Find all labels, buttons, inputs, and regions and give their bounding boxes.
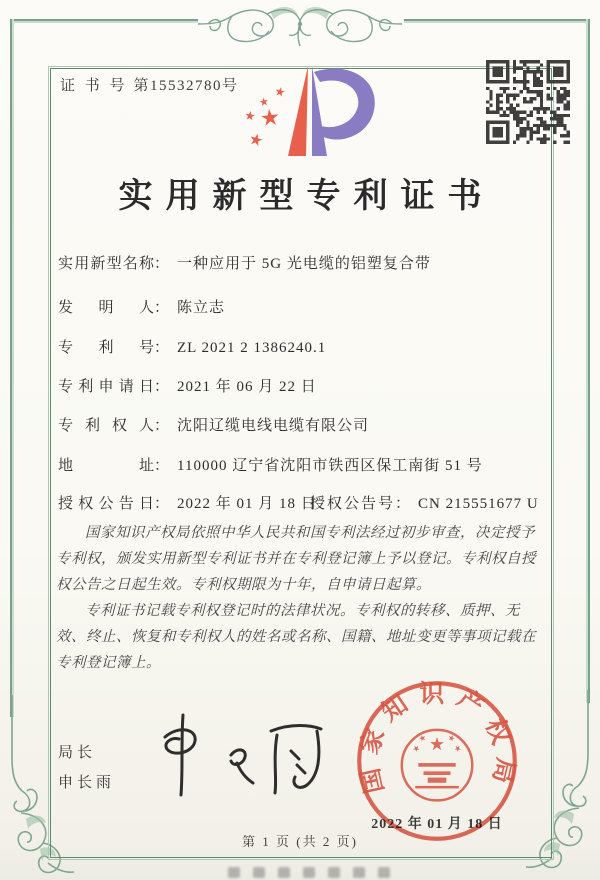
- qr-code: [486, 60, 570, 144]
- logo-red-wedge: [288, 66, 308, 156]
- director-title: 局长: [58, 744, 97, 761]
- field-label: 专利权人: [58, 418, 154, 434]
- top-scroll-ornament: [170, 2, 430, 50]
- field-patentee: 专利权人： 沈阳辽缆电线电缆有限公司: [58, 414, 546, 435]
- field-value: 2022 年 01 月 18 日: [177, 496, 317, 512]
- top-border-line-left: [10, 19, 198, 21]
- director-handwritten-signature: [145, 703, 335, 813]
- right-border-line: [588, 19, 590, 703]
- field-label: 授权公告号: [310, 496, 396, 512]
- certificate-title: 实用新型专利证书: [118, 178, 495, 215]
- field-patent-number: 专利号： ZL 2021 2 1386240.1: [58, 336, 546, 357]
- director-name: 申长雨: [58, 774, 116, 791]
- top-border-line-right: [404, 19, 590, 21]
- director-block: [58, 738, 115, 798]
- legal-text: [56, 520, 548, 676]
- field-filing-date: 专利申请日： 2021 年 06 月 22 日: [58, 375, 546, 396]
- seal-national-emblem: [402, 730, 472, 800]
- field-value: CN 215551677 U: [418, 496, 539, 512]
- legal-paragraph-1: 国家知识产权局依照中华人民共和国专利法经过初步审查，决定授予专利权，颁发实用新型专利证书并在专利登记簿上予以登记。专利权自授权公告之日起生效。专利权期限为十年，自申请日起算。: [56, 525, 536, 593]
- field-value: 2021 年 06 月 22 日: [177, 379, 317, 395]
- field-grant-publication-number: 授权公告号： CN 215551677 U: [310, 496, 539, 512]
- certificate-number: [60, 74, 239, 95]
- page-number: 第 1 页 (共 2 页): [242, 834, 358, 849]
- left-border-line: [10, 19, 12, 717]
- field-label: 发明人: [58, 300, 154, 316]
- field-value: ZL 2021 2 1386240.1: [177, 340, 327, 356]
- field-value: 110000 辽宁省沈阳市铁西区保工南街 51 号: [177, 458, 483, 474]
- seal-date: 2022 年 01 月 18 日: [371, 817, 503, 832]
- official-seal: [352, 676, 522, 851]
- field-address: 地址： 110000 辽宁省沈阳市铁西区保工南街 51 号: [58, 454, 546, 475]
- field-utility-model-name: 实用新型名称： 一种应用于 5G 光电缆的铝塑复合带: [58, 252, 546, 273]
- seal-text: 国家知识产权局: [355, 680, 519, 796]
- field-value: 一种应用于 5G 光电缆的铝塑复合带: [177, 256, 431, 272]
- logo-p-bowl: [314, 69, 375, 140]
- field-value: 沈阳辽缆电线电缆有限公司: [177, 418, 370, 434]
- field-grant-date: 授权公告日： 2022 年 01 月 18 日 授权公告号： CN 215551677 U: [58, 492, 546, 513]
- field-label: 地址: [58, 458, 154, 474]
- cnipa-logo: [222, 58, 392, 171]
- field-inventor: 发明人： 陈立志: [58, 296, 546, 317]
- logo-stars: [245, 86, 286, 147]
- cropped-text-fragments: [228, 867, 390, 878]
- certificate-number-value: 第15532780号: [133, 78, 239, 94]
- legal-paragraph-2: 专利证书记载专利权登记时的法律状况。专利权的转移、质押、无效、终止、恢复和专利权人的姓名或名称、国籍、地址变更等事项记载在专利登记簿上。: [56, 603, 536, 671]
- field-label: 专利号: [58, 340, 154, 356]
- field-label: 授权公告日: [58, 496, 154, 512]
- certificate-number-label: 证 书 号: [60, 78, 128, 94]
- field-label: 实用新型名称: [58, 256, 154, 272]
- field-value: 陈立志: [177, 300, 226, 316]
- field-label: 专利申请日: [58, 379, 154, 395]
